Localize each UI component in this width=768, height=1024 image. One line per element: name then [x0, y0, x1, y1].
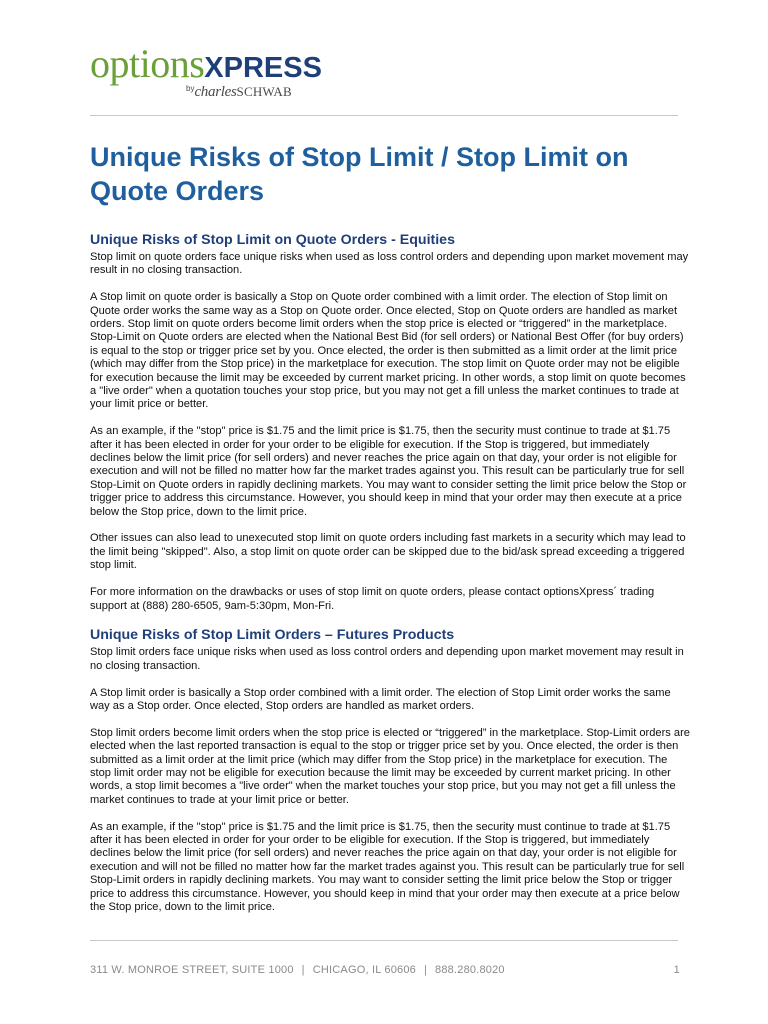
paragraph: Stop limit on quote orders face unique risks when used as loss control orders and depending upon market movement may result in no closing transaction.	[90, 251, 689, 277]
paragraph: Other issues can also lead to unexecuted stop limit on quote orders including fast markets in a security which may lead to the limit being "skipped". Also, a stop limit on quote order can be skipped due to the bid/ask spread exceeding a triggered stop limit.	[90, 532, 686, 572]
footer-city: CHICAGO, IL 60606	[312, 964, 416, 976]
footer-separator: |	[423, 964, 428, 976]
logo-brand-xpress: XPRESS	[204, 52, 322, 84]
footer-phone: 888.280.8020	[435, 964, 505, 976]
footer-separator: |	[301, 964, 305, 976]
paragraph: A Stop limit on quote order is basically a Stop on Quote order combined with a limit order. The election of Stop limit on Quote order works the same way as a Stop on Quote order. Once elected, Stop on Quote orders are handled as market orders. Stop limit on quote orders become limit orders when the stop price is elected or “triggered” in the marketplace. Stop-Limit on Quote orders are elected when the National Best Bid (for sell orders) or National Best Offer (for buy orders) is equal to the stop or trigger price set by you. Once elected, the order is then submitted as a limit order at the limit price (which may differ from the Stop price) in the marketplace for execution. The stop limit on Quote order may not be eligible for execution because the limit may be exceeded by current market pricing. In other words, a stop limit on quote becomes a "live order" when a quotation touches your stop price, but you may not get a fill unless the market continues to trade at your limit price or better.	[90, 291, 686, 411]
section-heading-equities: Unique Risks of Stop Limit on Quote Orders - Equities	[90, 232, 455, 248]
paragraph: Stop limit orders face unique risks when used as loss control orders and depending upon market movement may result in no closing transaction.	[90, 646, 684, 672]
paragraph: As an example, if the "stop" price is $1.75 and the limit price is $1.75, then the security must continue to trade at $1.75 after it has been elected in order for your order to be eligible for execution. If the Stop is triggered, but immediately declines below the limit price (for sell orders) and never reaches the price again on that day, your order is not eligible for execution and will not be filled no matter how far the market trades against you. This result can be particularly true for sell Stop-Limit on Quote orders in rapidly declining markets. You may want to consider setting the limit price below the Stop or trigger price to address this circumstance. However, you should keep in mind that your order may then execute at a price below the Stop price, down to the limit price.	[90, 425, 687, 518]
paragraph: A Stop limit order is basically a Stop order combined with a limit order. The election of Stop Limit order works the same way as a Stop order. Once elected, Stop orders are handled as market orders.	[90, 686, 671, 712]
footer-divider	[90, 940, 678, 941]
page-number: 1	[673, 964, 680, 976]
logo-charles: charles	[194, 84, 237, 100]
footer-street: 311 W. MONROE STREET, SUITE 1000	[90, 964, 294, 976]
logo-schwab: SCHWAB	[236, 84, 292, 99]
logo-by: by	[186, 84, 195, 93]
document-body	[90, 231, 690, 928]
page-title: Unique Risks of Stop Limit / Stop Limit on Quote Orders	[90, 142, 629, 206]
footer-address	[90, 964, 505, 976]
logo-brand	[90, 40, 322, 87]
paragraph: As an example, if the "stop" price is $1.75 and the limit price is $1.75, then the security must continue to trade at $1.75 after it has been elected in order for your order to be eligible for execution. If the Stop is triggered, but immediately declines below the limit price (for sell orders) and never reaches the price again on that day, your order is not eligible for execution and will not be filled no matter how far the market trades against you. This result can be particularly true for sell Stop-Limit orders in rapidly declining markets. You may want to consider setting the limit price below the Stop or trigger price to address this circumstance. However, you should keep in mind that your order may then execute at a price below the Stop price, down to the limit price.	[90, 820, 685, 913]
company-logo	[90, 40, 330, 100]
logo-subbrand	[186, 84, 292, 101]
paragraph: For more information on the drawbacks or uses of stop limit on quote orders, please contact optionsXpress´ trading support at (888) 280-6505, 9am-5:30pm, Mon-Fri.	[90, 586, 655, 612]
header-divider	[90, 115, 678, 116]
paragraph: Stop limit orders become limit orders when the stop price is elected or “triggered” in the marketplace. Stop-Limit orders are elected when the last reported transaction is equal to the stop or trigger price set by you. Once elected, the order is then submitted as a limit order at the limit price (which may differ from the Stop price) in the marketplace for execution. The stop limit order may not be eligible for execution because the limit may be exceeded by current market pricing. In other words, a stop limit becomes a "live order" when the market touches your stop price, but you may not get a fill unless the market continues to trade at your limit price or better.	[90, 726, 690, 806]
logo-brand-options: options	[90, 41, 205, 86]
section-heading-futures: Unique Risks of Stop Limit Orders – Futures Products	[90, 627, 455, 644]
